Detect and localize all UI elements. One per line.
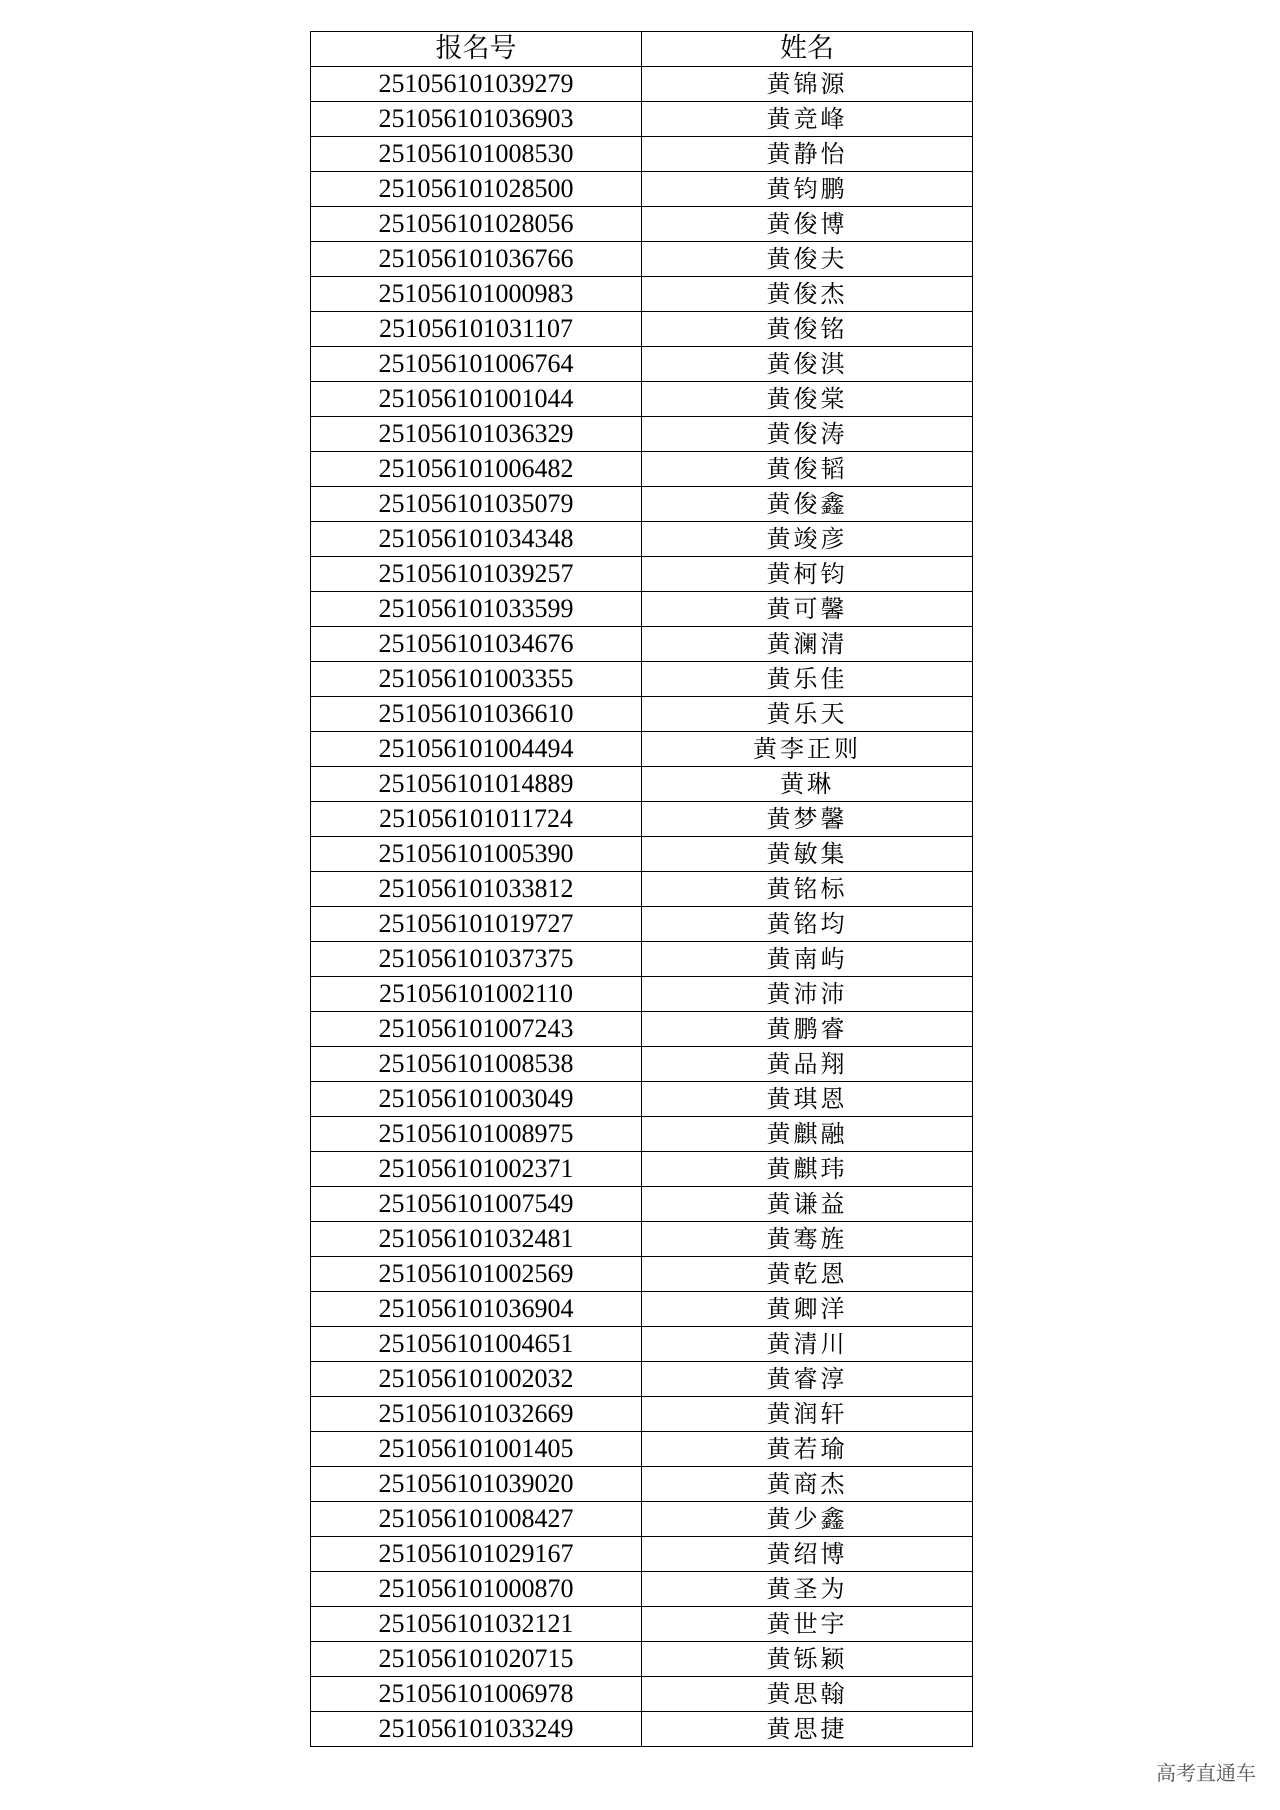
name-cell: 黄竣彦 bbox=[642, 522, 973, 557]
roster-body bbox=[311, 67, 973, 1747]
reg-no-cell: 251056101006764 bbox=[311, 347, 642, 382]
reg-no-cell: 251056101003049 bbox=[311, 1082, 642, 1117]
table-row bbox=[311, 1012, 973, 1047]
table-row bbox=[311, 1537, 973, 1572]
name-cell: 黄卿洋 bbox=[642, 1292, 973, 1327]
name-cell: 黄思翰 bbox=[642, 1677, 973, 1712]
name-cell: 黄李正则 bbox=[642, 732, 973, 767]
name-cell: 黄麒玮 bbox=[642, 1152, 973, 1187]
reg-no-cell: 251056101033812 bbox=[311, 872, 642, 907]
name-cell: 黄可馨 bbox=[642, 592, 973, 627]
table-row bbox=[311, 242, 973, 277]
name-cell: 黄少鑫 bbox=[642, 1502, 973, 1537]
reg-no-cell: 251056101034348 bbox=[311, 522, 642, 557]
table-row bbox=[311, 1712, 973, 1747]
name-cell: 黄骞旌 bbox=[642, 1222, 973, 1257]
table-row bbox=[311, 67, 973, 102]
reg-no-cell: 251056101014889 bbox=[311, 767, 642, 802]
name-cell: 黄静怡 bbox=[642, 137, 973, 172]
name-cell: 黄铭均 bbox=[642, 907, 973, 942]
name-cell: 黄竞峰 bbox=[642, 102, 973, 137]
header-name: 姓名 bbox=[642, 32, 973, 67]
reg-no-cell: 251056101008530 bbox=[311, 137, 642, 172]
table-row bbox=[311, 1152, 973, 1187]
reg-no-cell: 251056101031107 bbox=[311, 312, 642, 347]
reg-no-cell: 251056101039279 bbox=[311, 67, 642, 102]
name-cell: 黄敏集 bbox=[642, 837, 973, 872]
reg-no-cell: 251056101033249 bbox=[311, 1712, 642, 1747]
name-cell: 黄俊铭 bbox=[642, 312, 973, 347]
name-cell: 黄睿淳 bbox=[642, 1362, 973, 1397]
table-row bbox=[311, 767, 973, 802]
reg-no-cell: 251056101036903 bbox=[311, 102, 642, 137]
reg-no-cell: 251056101020715 bbox=[311, 1642, 642, 1677]
reg-no-cell: 251056101002569 bbox=[311, 1257, 642, 1292]
table-row bbox=[311, 207, 973, 242]
name-cell: 黄柯钧 bbox=[642, 557, 973, 592]
name-cell: 黄乾恩 bbox=[642, 1257, 973, 1292]
table-row bbox=[311, 1642, 973, 1677]
table-row bbox=[311, 802, 973, 837]
header-reg-no: 报名号 bbox=[311, 32, 642, 67]
name-cell: 黄俊棠 bbox=[642, 382, 973, 417]
table-row bbox=[311, 102, 973, 137]
reg-no-cell: 251056101000983 bbox=[311, 277, 642, 312]
name-cell: 黄琪恩 bbox=[642, 1082, 973, 1117]
table-row bbox=[311, 837, 973, 872]
name-cell: 黄俊韬 bbox=[642, 452, 973, 487]
table-row bbox=[311, 1117, 973, 1152]
reg-no-cell: 251056101032481 bbox=[311, 1222, 642, 1257]
reg-no-cell: 251056101005390 bbox=[311, 837, 642, 872]
reg-no-cell: 251056101001044 bbox=[311, 382, 642, 417]
reg-no-cell: 251056101032669 bbox=[311, 1397, 642, 1432]
table-row bbox=[311, 942, 973, 977]
name-cell: 黄绍博 bbox=[642, 1537, 973, 1572]
table-row bbox=[311, 1187, 973, 1222]
table-row bbox=[311, 1467, 973, 1502]
reg-no-cell: 251056101002371 bbox=[311, 1152, 642, 1187]
name-cell: 黄世宇 bbox=[642, 1607, 973, 1642]
name-cell: 黄谦益 bbox=[642, 1187, 973, 1222]
name-cell: 黄锦源 bbox=[642, 67, 973, 102]
name-cell: 黄思捷 bbox=[642, 1712, 973, 1747]
table-row bbox=[311, 557, 973, 592]
reg-no-cell: 251056101004651 bbox=[311, 1327, 642, 1362]
name-cell: 黄乐天 bbox=[642, 697, 973, 732]
reg-no-cell: 251056101006978 bbox=[311, 1677, 642, 1712]
table-row bbox=[311, 1677, 973, 1712]
table-row bbox=[311, 1327, 973, 1362]
reg-no-cell: 251056101008427 bbox=[311, 1502, 642, 1537]
table-row bbox=[311, 1362, 973, 1397]
table-row bbox=[311, 347, 973, 382]
reg-no-cell: 251056101006482 bbox=[311, 452, 642, 487]
reg-no-cell: 251056101004494 bbox=[311, 732, 642, 767]
name-cell: 黄清川 bbox=[642, 1327, 973, 1362]
reg-no-cell: 251056101008538 bbox=[311, 1047, 642, 1082]
table-row bbox=[311, 697, 973, 732]
name-cell: 黄钧鹏 bbox=[642, 172, 973, 207]
name-cell: 黄铄颖 bbox=[642, 1642, 973, 1677]
reg-no-cell: 251056101036610 bbox=[311, 697, 642, 732]
table-row bbox=[311, 1397, 973, 1432]
table-row bbox=[311, 907, 973, 942]
table-row bbox=[311, 1607, 973, 1642]
reg-no-cell: 251056101035079 bbox=[311, 487, 642, 522]
name-cell: 黄若瑜 bbox=[642, 1432, 973, 1467]
table-row bbox=[311, 977, 973, 1012]
table-row bbox=[311, 627, 973, 662]
table-row bbox=[311, 277, 973, 312]
table-row bbox=[311, 592, 973, 627]
table-row bbox=[311, 1432, 973, 1467]
table-row bbox=[311, 487, 973, 522]
name-cell: 黄俊杰 bbox=[642, 277, 973, 312]
reg-no-cell: 251056101008975 bbox=[311, 1117, 642, 1152]
table-row bbox=[311, 732, 973, 767]
table-row bbox=[311, 1257, 973, 1292]
name-cell: 黄圣为 bbox=[642, 1572, 973, 1607]
reg-no-cell: 251056101007243 bbox=[311, 1012, 642, 1047]
table-row bbox=[311, 452, 973, 487]
reg-no-cell: 251056101033599 bbox=[311, 592, 642, 627]
table-row bbox=[311, 137, 973, 172]
reg-no-cell: 251056101002032 bbox=[311, 1362, 642, 1397]
table-row bbox=[311, 1047, 973, 1082]
reg-no-cell: 251056101039257 bbox=[311, 557, 642, 592]
name-cell: 黄品翔 bbox=[642, 1047, 973, 1082]
reg-no-cell: 251056101000870 bbox=[311, 1572, 642, 1607]
name-cell: 黄梦馨 bbox=[642, 802, 973, 837]
header-row bbox=[311, 32, 973, 67]
name-cell: 黄俊涛 bbox=[642, 417, 973, 452]
reg-no-cell: 251056101002110 bbox=[311, 977, 642, 1012]
name-cell: 黄南屿 bbox=[642, 942, 973, 977]
name-cell: 黄商杰 bbox=[642, 1467, 973, 1502]
table-row bbox=[311, 1502, 973, 1537]
reg-no-cell: 251056101007549 bbox=[311, 1187, 642, 1222]
table-row bbox=[311, 382, 973, 417]
reg-no-cell: 251056101019727 bbox=[311, 907, 642, 942]
name-cell: 黄麒融 bbox=[642, 1117, 973, 1152]
reg-no-cell: 251056101011724 bbox=[311, 802, 642, 837]
table-row bbox=[311, 522, 973, 557]
reg-no-cell: 251056101036329 bbox=[311, 417, 642, 452]
name-cell: 黄俊夫 bbox=[642, 242, 973, 277]
name-cell: 黄琳 bbox=[642, 767, 973, 802]
reg-no-cell: 251056101032121 bbox=[311, 1607, 642, 1642]
table-row bbox=[311, 872, 973, 907]
name-cell: 黄俊鑫 bbox=[642, 487, 973, 522]
name-cell: 黄乐佳 bbox=[642, 662, 973, 697]
reg-no-cell: 251056101028500 bbox=[311, 172, 642, 207]
name-cell: 黄沛沛 bbox=[642, 977, 973, 1012]
name-cell: 黄鹏睿 bbox=[642, 1012, 973, 1047]
table-row bbox=[311, 172, 973, 207]
reg-no-cell: 251056101036904 bbox=[311, 1292, 642, 1327]
table-row bbox=[311, 662, 973, 697]
reg-no-cell: 251056101039020 bbox=[311, 1467, 642, 1502]
reg-no-cell: 251056101034676 bbox=[311, 627, 642, 662]
roster-table bbox=[310, 31, 973, 1747]
table-row bbox=[311, 1222, 973, 1257]
reg-no-cell: 251056101001405 bbox=[311, 1432, 642, 1467]
reg-no-cell: 251056101028056 bbox=[311, 207, 642, 242]
name-cell: 黄润轩 bbox=[642, 1397, 973, 1432]
reg-no-cell: 251056101029167 bbox=[311, 1537, 642, 1572]
table-row bbox=[311, 1082, 973, 1117]
table-row bbox=[311, 1572, 973, 1607]
table-row bbox=[311, 417, 973, 452]
reg-no-cell: 251056101036766 bbox=[311, 242, 642, 277]
name-cell: 黄俊淇 bbox=[642, 347, 973, 382]
table-row bbox=[311, 1292, 973, 1327]
reg-no-cell: 251056101037375 bbox=[311, 942, 642, 977]
name-cell: 黄铭标 bbox=[642, 872, 973, 907]
name-cell: 黄澜清 bbox=[642, 627, 973, 662]
name-cell: 黄俊博 bbox=[642, 207, 973, 242]
reg-no-cell: 251056101003355 bbox=[311, 662, 642, 697]
watermark: 高考直通车 bbox=[1156, 1761, 1256, 1785]
table-row bbox=[311, 312, 973, 347]
